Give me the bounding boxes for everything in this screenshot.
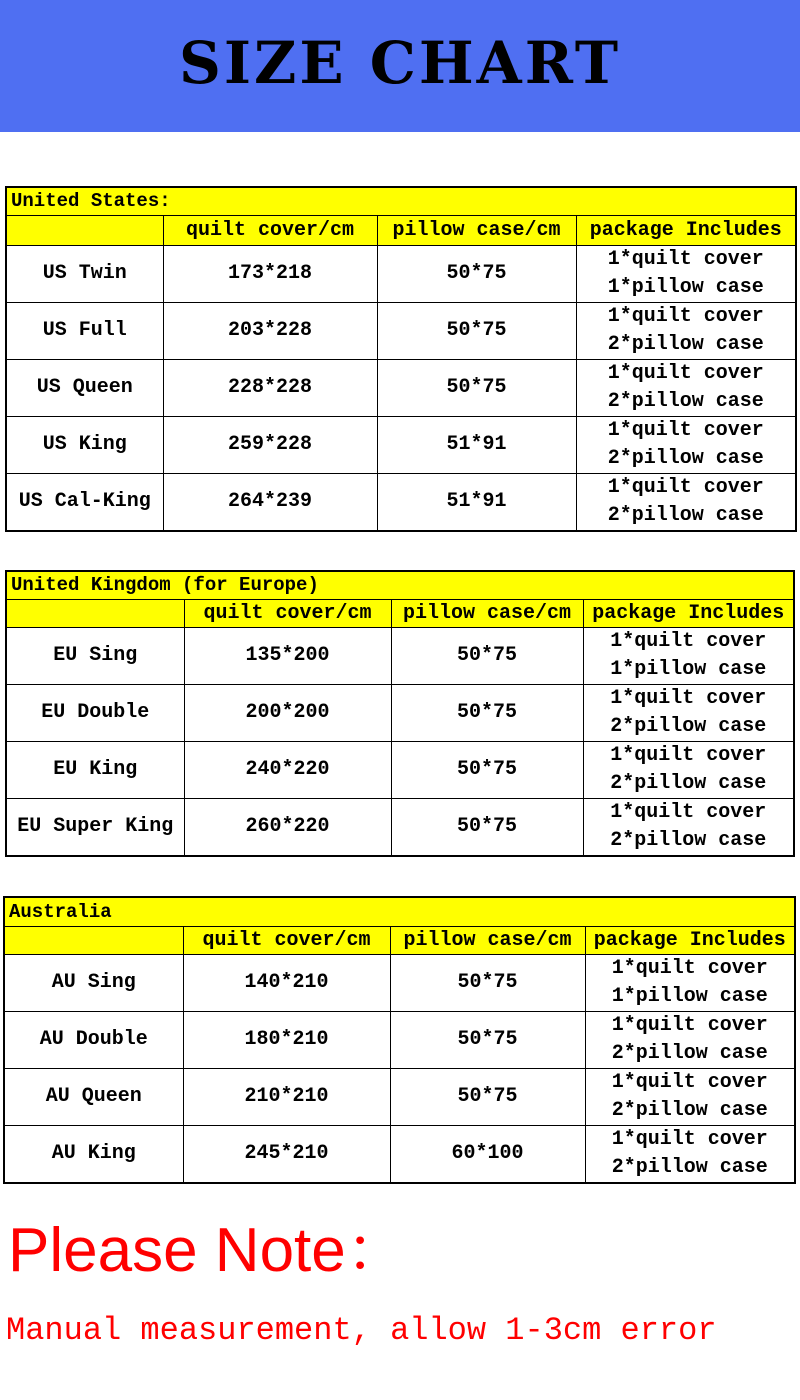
- size-name: US Queen: [6, 359, 163, 416]
- header-package: package Includes: [585, 926, 795, 954]
- quilt-cover-size: 228*228: [163, 359, 377, 416]
- package-line: 1*quilt cover: [607, 304, 764, 328]
- package-contents: [583, 627, 794, 684]
- quilt-cover-size: 264*239: [163, 473, 377, 531]
- quilt-cover-size: 259*228: [163, 416, 377, 473]
- size-name: EU King: [6, 741, 184, 798]
- pillow-case-size: 50*75: [390, 1068, 585, 1125]
- size-name: AU King: [4, 1125, 183, 1183]
- header-quilt-cover: quilt cover/cm: [183, 926, 390, 954]
- table-row: [6, 741, 794, 798]
- pillow-case-size: 50*75: [377, 359, 576, 416]
- package-line: 2*pillow case: [610, 771, 767, 795]
- size-name: US King: [6, 416, 163, 473]
- pillow-case-size: 51*91: [377, 416, 576, 473]
- table-row: [4, 954, 795, 1011]
- quilt-cover-size: 203*228: [163, 302, 377, 359]
- table-row: [6, 627, 794, 684]
- size-name: EU Double: [6, 684, 184, 741]
- quilt-cover-size: 210*210: [183, 1068, 390, 1125]
- page-title: SIZE CHART: [178, 29, 622, 97]
- package-contents: [585, 1011, 795, 1068]
- pillow-case-size: 60*100: [390, 1125, 585, 1183]
- quilt-cover-size: 245*210: [183, 1125, 390, 1183]
- table-row: [4, 1011, 795, 1068]
- package-line: 1*quilt cover: [607, 361, 764, 385]
- package-line: 1*pillow case: [610, 657, 767, 681]
- header-blank: [6, 215, 163, 245]
- au-size-table: [3, 896, 796, 1184]
- region-label: United Kingdom (for Europe): [6, 571, 794, 599]
- size-name: AU Sing: [4, 954, 183, 1011]
- size-name: US Twin: [6, 245, 163, 302]
- package-contents: [576, 245, 796, 302]
- table-row: [4, 1068, 795, 1125]
- size-name: EU Sing: [6, 627, 184, 684]
- package-line: 2*pillow case: [611, 1155, 768, 1179]
- pillow-case-size: 51*91: [377, 473, 576, 531]
- package-contents: [585, 954, 795, 1011]
- package-contents: [576, 302, 796, 359]
- table-row: [6, 359, 796, 416]
- note-heading: Please Note：: [8, 1216, 408, 1285]
- quilt-cover-size: 173*218: [163, 245, 377, 302]
- table-row: [6, 302, 796, 359]
- header-package: package Includes: [583, 599, 794, 627]
- region-label: United States:: [6, 187, 796, 215]
- package-contents: [583, 741, 794, 798]
- header-quilt-cover: quilt cover/cm: [184, 599, 391, 627]
- package-line: 1*pillow case: [611, 984, 768, 1008]
- quilt-cover-size: 240*220: [184, 741, 391, 798]
- package-contents: [583, 684, 794, 741]
- size-name: EU Super King: [6, 798, 184, 856]
- package-line: 1*quilt cover: [607, 475, 764, 499]
- header-blank: [4, 926, 183, 954]
- pillow-case-size: 50*75: [391, 627, 583, 684]
- pillow-case-size: 50*75: [391, 741, 583, 798]
- size-name: US Cal-King: [6, 473, 163, 531]
- package-line: 1*quilt cover: [610, 800, 767, 824]
- header-blank: [6, 599, 184, 627]
- package-contents: [576, 473, 796, 531]
- table-row: [6, 416, 796, 473]
- table-row: [6, 245, 796, 302]
- package-line: 1*quilt cover: [607, 247, 764, 271]
- package-line: 2*pillow case: [611, 1041, 768, 1065]
- package-line: 2*pillow case: [607, 389, 764, 413]
- package-line: 1*quilt cover: [611, 1070, 768, 1094]
- size-name: US Full: [6, 302, 163, 359]
- title-banner: [0, 0, 800, 132]
- package-line: 1*quilt cover: [611, 1127, 768, 1151]
- header-package: package Includes: [576, 215, 796, 245]
- quilt-cover-size: 140*210: [183, 954, 390, 1011]
- package-line: 1*quilt cover: [611, 956, 768, 980]
- package-line: 2*pillow case: [607, 503, 764, 527]
- package-line: 2*pillow case: [607, 446, 764, 470]
- size-name: AU Double: [4, 1011, 183, 1068]
- package-line: 1*quilt cover: [611, 1013, 768, 1037]
- header-pillow-case: pillow case/cm: [390, 926, 585, 954]
- table-row: [4, 1125, 795, 1183]
- package-line: 1*quilt cover: [610, 686, 767, 710]
- package-line: 1*pillow case: [607, 275, 764, 299]
- quilt-cover-size: 135*200: [184, 627, 391, 684]
- quilt-cover-size: 200*200: [184, 684, 391, 741]
- region-label: Australia: [4, 897, 795, 926]
- size-name: AU Queen: [4, 1068, 183, 1125]
- quilt-cover-size: 180*210: [183, 1011, 390, 1068]
- pillow-case-size: 50*75: [377, 245, 576, 302]
- pillow-case-size: 50*75: [377, 302, 576, 359]
- pillow-case-size: 50*75: [391, 798, 583, 856]
- package-line: 2*pillow case: [607, 332, 764, 356]
- package-line: 2*pillow case: [610, 828, 767, 852]
- pillow-case-size: 50*75: [390, 1011, 585, 1068]
- header-quilt-cover: quilt cover/cm: [163, 215, 377, 245]
- uk-size-table: [5, 570, 795, 857]
- package-contents: [576, 416, 796, 473]
- package-contents: [585, 1068, 795, 1125]
- table-row: [6, 798, 794, 856]
- package-contents: [576, 359, 796, 416]
- us-size-table: [5, 186, 797, 532]
- package-line: 1*quilt cover: [610, 629, 767, 653]
- table-row: [6, 684, 794, 741]
- pillow-case-size: 50*75: [391, 684, 583, 741]
- package-line: 2*pillow case: [610, 714, 767, 738]
- header-pillow-case: pillow case/cm: [391, 599, 583, 627]
- package-line: 1*quilt cover: [607, 418, 764, 442]
- header-pillow-case: pillow case/cm: [377, 215, 576, 245]
- quilt-cover-size: 260*220: [184, 798, 391, 856]
- package-line: 1*quilt cover: [610, 743, 767, 767]
- note-text: Manual measurement, allow 1-3cm error: [6, 1312, 717, 1349]
- package-contents: [585, 1125, 795, 1183]
- pillow-case-size: 50*75: [390, 954, 585, 1011]
- package-contents: [583, 798, 794, 856]
- table-row: [6, 473, 796, 531]
- package-line: 2*pillow case: [611, 1098, 768, 1122]
